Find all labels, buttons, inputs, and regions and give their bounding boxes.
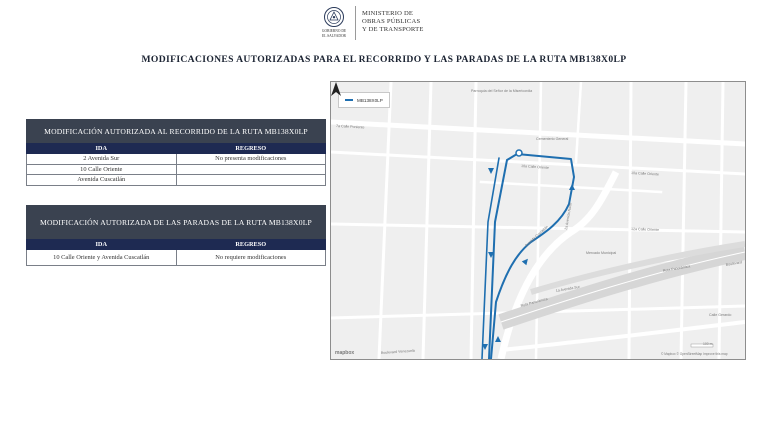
map-label-calle-oriente-lower: 10a Calle Oriente xyxy=(630,171,660,177)
stops-col-ida: IDA xyxy=(27,239,177,250)
map-legend xyxy=(338,92,390,108)
stops-regreso-cell: No requiere modificaciones xyxy=(176,250,326,266)
ministry-line-1: MINISTERIO DE xyxy=(362,10,414,17)
seal-caption-2: EL SALVADOR xyxy=(322,34,346,38)
route-regreso-cell xyxy=(176,175,326,186)
map-label-ruta-2: Ruta Panorámica xyxy=(520,296,549,308)
map-label-cuscatlan: Avenida Cuscatlán xyxy=(523,224,549,248)
map-attribution: © Mapbox © OpenStreetMap Improve this map xyxy=(661,352,728,356)
route-table-caption: MODIFICACIÓN AUTORIZADA AL RECORRIDO DE LA RUTA MB138X0LP xyxy=(27,120,326,143)
map-label-calle-oriente-mid: 12a Calle Oriente xyxy=(630,227,660,232)
map-label-mercado: Mercado Municipal xyxy=(586,251,617,255)
route-ida-cell: 2 Avenida Sur xyxy=(27,154,177,165)
map-label-right-poi: Cementerio General xyxy=(536,137,569,141)
map-label-calle-right: Calle Gerardo xyxy=(709,313,732,317)
route-col-regreso: REGRESO xyxy=(176,143,326,154)
map-label-av-1: 1a Avenida Sur xyxy=(555,284,581,293)
stops-col-regreso: REGRESO xyxy=(176,239,326,250)
table-row xyxy=(27,164,326,175)
stops-modification-table xyxy=(26,205,326,266)
header xyxy=(317,6,467,46)
route-map[interactable] xyxy=(330,81,746,360)
map-label-calle-oriente-upper: 10a Calle Oriente xyxy=(520,164,550,170)
seal-caption-1: GOBIERNO DE xyxy=(321,29,347,33)
document-title: MODIFICACIONES AUTORIZADAS PARA EL RECORRIDO Y LAS PARADAS DE LA RUTA MB138X0LP xyxy=(141,54,627,65)
route-ida-cell: 10 Calle Oriente xyxy=(27,164,177,175)
ministry-line-3: Y DE TRANSPORTE xyxy=(362,26,424,33)
table-row xyxy=(27,154,326,165)
route-regreso-cell: No presenta modificaciones xyxy=(176,154,326,165)
ministry-line-2: OBRAS PÚBLICAS xyxy=(362,18,421,25)
legend-route-swatch xyxy=(345,99,353,102)
map-label-ruta-1: Ruta Panorámica xyxy=(662,264,691,273)
government-seal xyxy=(317,6,351,38)
map-label-top-poi: Parroquia del Señor de la Misericordia xyxy=(471,89,533,93)
route-col-ida: IDA xyxy=(27,143,177,154)
map-label-bv-venezuela: Boulevard Venezuela xyxy=(380,348,415,355)
ministry-name xyxy=(362,10,424,34)
seal-icon xyxy=(323,6,345,28)
map-label-av-norte: 2a Avenida Norte xyxy=(564,202,573,231)
stops-table-caption: MODIFICACIÓN AUTORIZADA DE LAS PARADAS DE LA RUTA MB138X0LP xyxy=(27,206,326,239)
bus-stop-marker xyxy=(516,150,522,156)
route-ida-cell: Avenida Cuscatlán xyxy=(27,175,177,186)
north-arrow-icon xyxy=(331,82,341,96)
route-modification-table xyxy=(26,119,326,186)
map-label-blvd-right: Boulevard xyxy=(725,260,743,267)
table-row xyxy=(27,175,326,186)
stops-ida-cell: 10 Calle Oriente y Avenida Cuscatlán xyxy=(27,250,177,266)
map-label-calle-poniente: 7a Calle Poniente xyxy=(335,124,365,130)
table-row xyxy=(27,250,326,266)
header-divider xyxy=(355,6,356,40)
map-scale-label: 100 m xyxy=(703,342,713,346)
legend-route-label: MB138X0LP xyxy=(357,97,383,103)
map-canvas xyxy=(331,82,745,359)
mapbox-logo: mapbox xyxy=(335,350,355,356)
route-regreso-cell xyxy=(176,164,326,175)
